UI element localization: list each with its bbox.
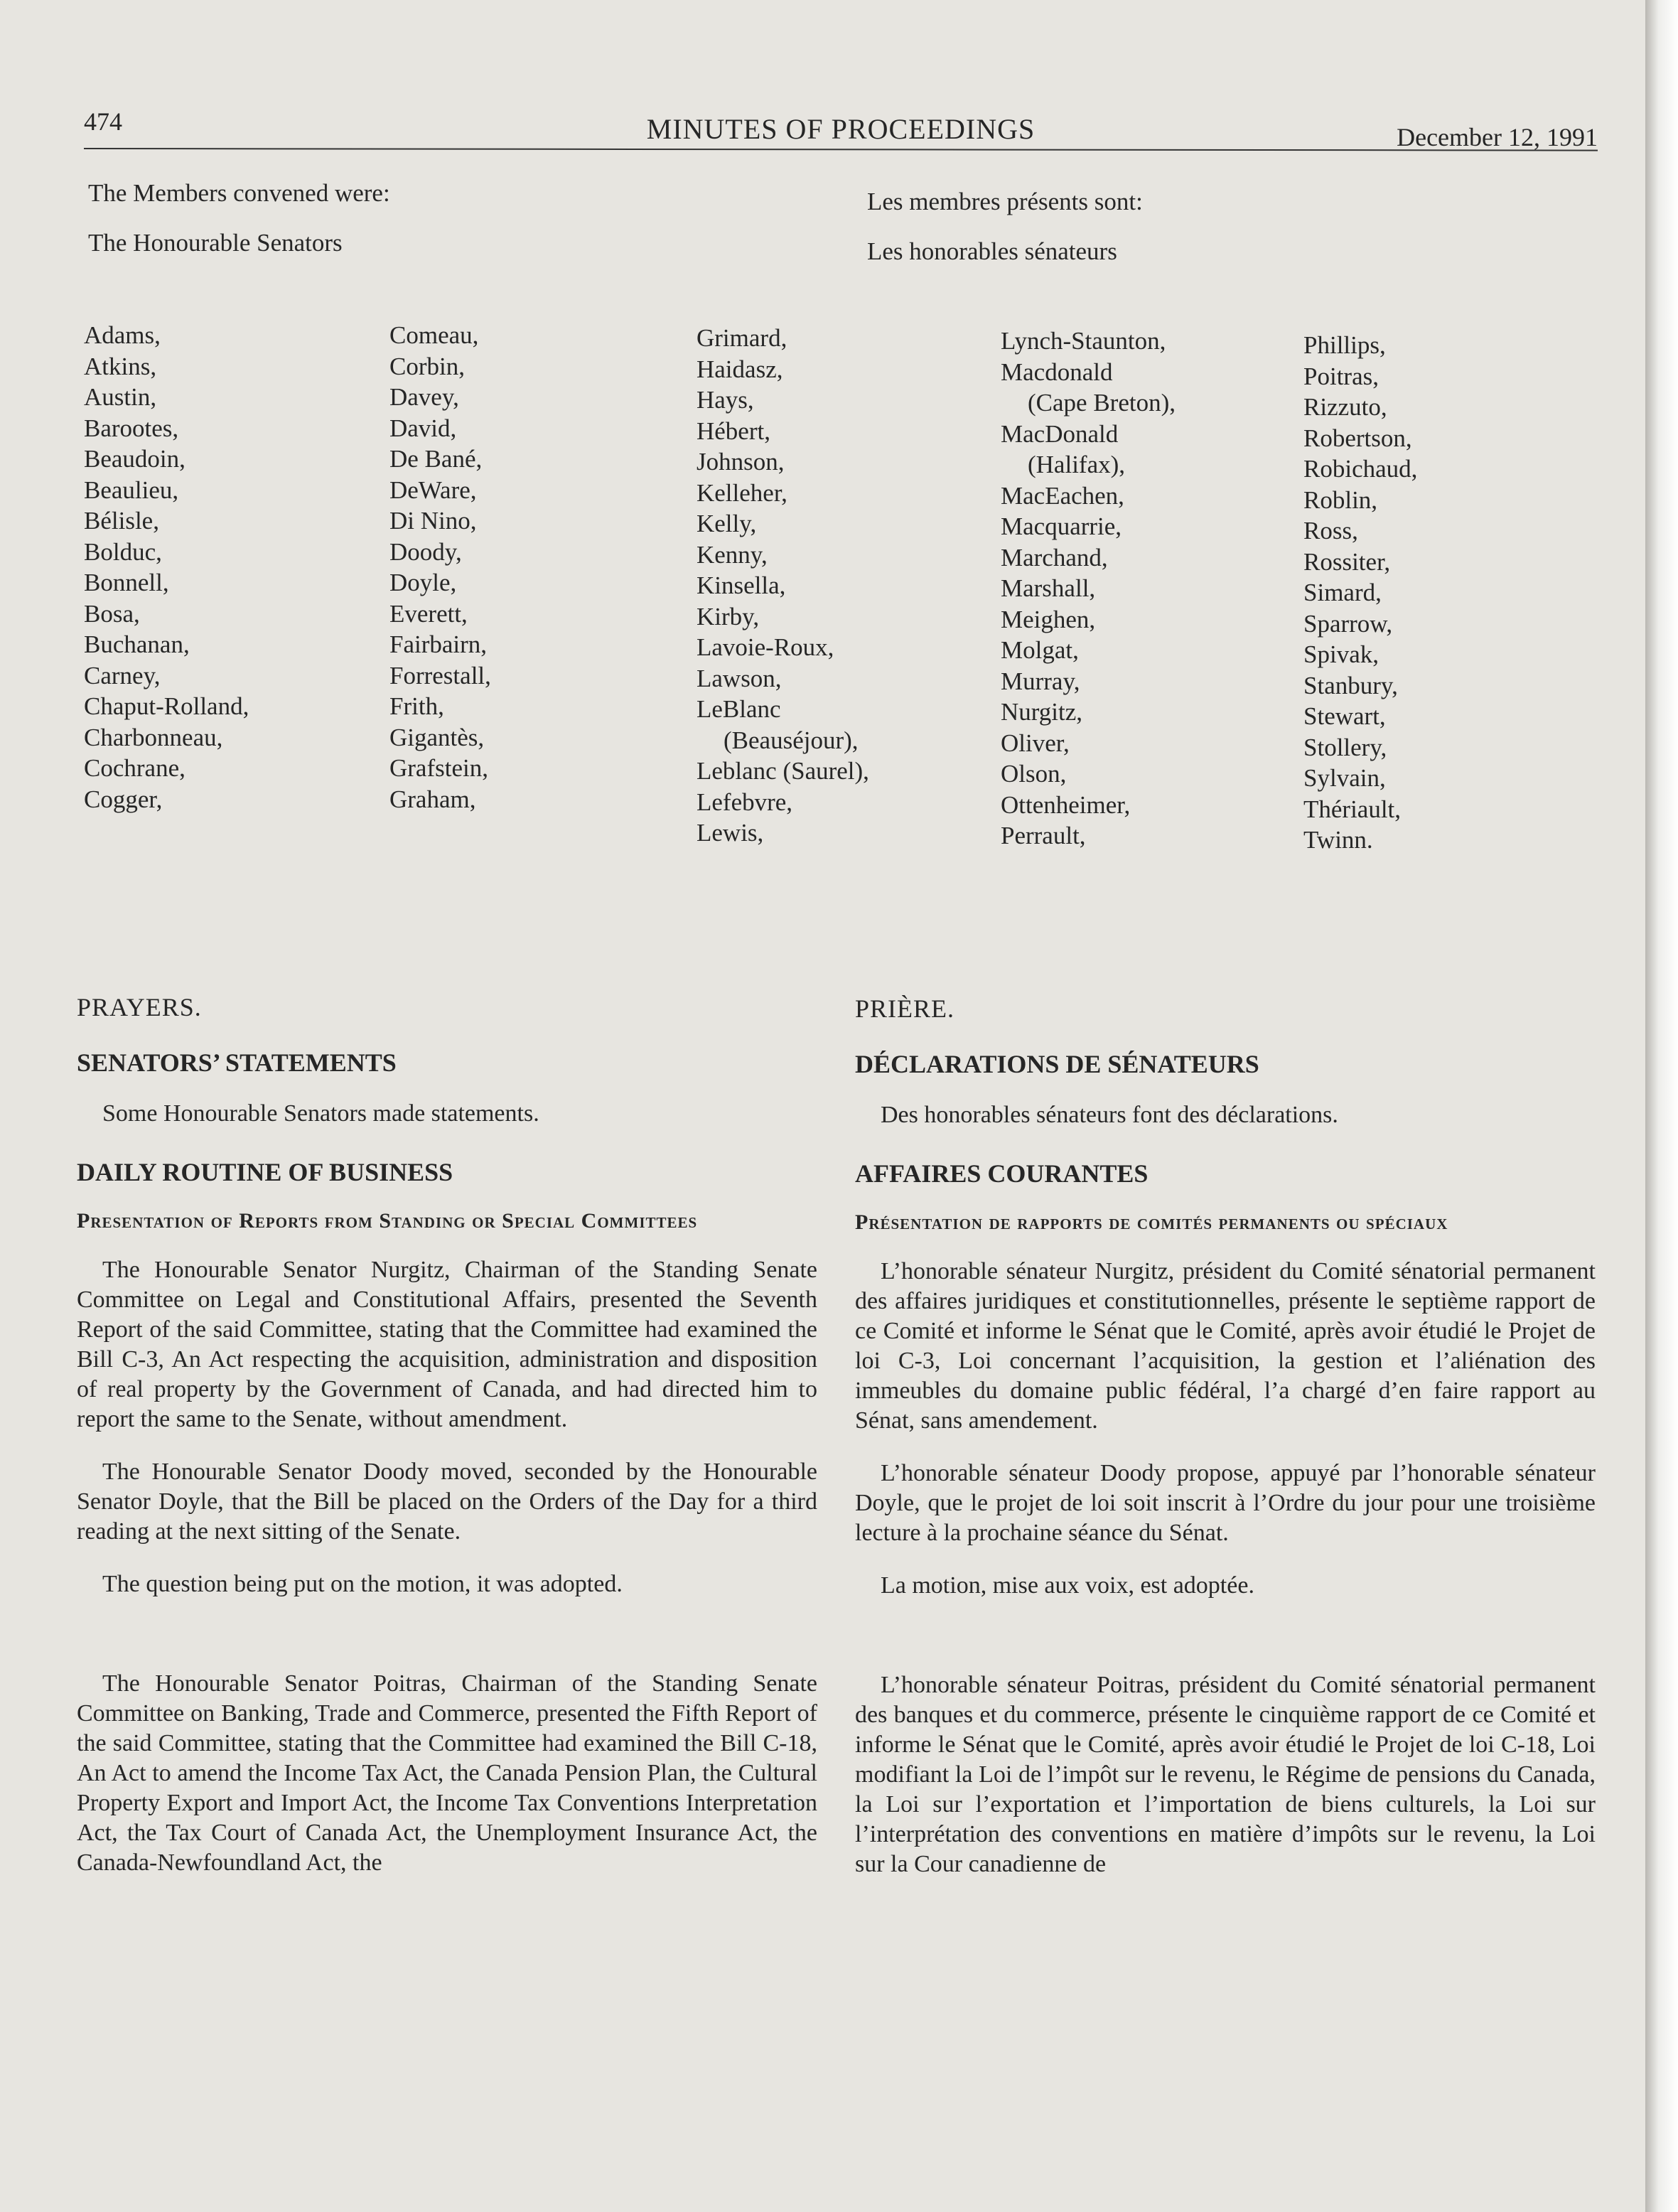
senator-name: Grafstein, [389,754,488,782]
priere-heading: PRIÈRE. [855,994,955,1023]
routine-heading: DAILY ROUTINE OF BUSINESS [77,1158,453,1186]
senator-name: Roblin, [1303,485,1378,514]
senator-name: Johnson, [697,448,785,476]
declarations-heading: DÉCLARATIONS DE SÉNATEURS [855,1050,1259,1078]
senator-name: Haidasz, [697,355,783,383]
reports-subheading: Presentation of Reports from Standing or Special Committees [77,1209,698,1233]
senator-name: Robichaud, [1303,455,1418,483]
paragraph-poitras-report: The Honourable Senator Poitras, Chairman of the Standing Senate Committee on Banking, Trade and Commerce, presented the Fifth Report of the said Committee, stating that the Committee had examined the Bill C-18, An Act to amend the Income Tax Act, the Canada Pension Plan, the Cultural Property Export and Import Act, the Income Tax Conventions Interpretation Act, the Tax Court of Canada Act, the Unemployment Insurance Act, the Canada-Newfoundland Act, the [77,1670,817,1876]
senator-name: Sylvain, [1303,764,1386,792]
senator-name: Meighen, [1001,605,1096,633]
senator-name: Leblanc (Saurel), [697,757,869,785]
senator-name: Ross, [1303,517,1358,544]
senator-name: Cochrane, [84,754,185,782]
senator-name: Stewart, [1303,702,1386,730]
senator-name: Nurgitz, [1001,698,1083,726]
senator-name: Atkins, [84,352,157,380]
senator-name: Olson, [1001,760,1067,788]
senator-column-4 [1001,326,1299,852]
senator-name: Lynch-Staunton, [1001,327,1166,355]
senator-name: DeWare, [389,476,477,504]
senator-name: LeBlanc [697,695,781,723]
senator-name: Beaulieu, [84,476,179,504]
senator-name: Rossiter, [1303,547,1391,576]
senator-name: Kirby, [697,602,760,630]
senator-name: Grimard, [697,324,787,352]
senator-name: Bolduc, [84,537,162,566]
senator-name: Adams, [84,321,161,349]
senator-name: Stanbury, [1303,671,1398,699]
senator-name: Gigantès, [389,723,485,751]
senator-name: Marchand, [1001,543,1108,571]
senator-name: Thériault, [1303,795,1402,823]
senator-name: Charbonneau, [84,723,223,751]
rapports-subheading: Présentation de rapports de comités permanents ou spéciaux [855,1210,1448,1234]
senator-name: Doyle, [389,569,457,596]
senator-name: Kelly, [697,510,757,537]
senator-name: Bonnell, [84,569,169,596]
senator-name: MacDonald [1001,419,1119,448]
senator-name: Murray, [1001,667,1080,695]
senator-name: Graham, [389,785,476,813]
senator-name: Lavoie-Roux, [697,633,834,661]
senator-name: Davey, [389,383,459,411]
senator-name: Frith, [389,692,444,720]
page-number: 474 [84,107,122,136]
paragraphe-motion-adoptee: La motion, mise aux voix, est adoptée. [881,1572,1254,1599]
statements-text: Some Honourable Senators made statements. [102,1100,539,1127]
page-header [84,107,1598,156]
senator-name: Di Nino, [389,507,477,535]
paragraph-nurgitz-report: The Honourable Senator Nurgitz, Chairman of the Standing Senate Committee on Legal and Constitutional Affairs, presented the Seventh Report of the said Committee, stating that the Committee had examined the Bill C-3, An Act respecting the acquisition, administration and disposition of real property by the Government of Canada, and had directed him to report the same to the Senate, without amendment. [77,1257,817,1432]
senator-name: Carney, [84,661,161,689]
senator-name: (Cape Breton), [1028,389,1176,417]
senator-name: Austin, [84,383,157,411]
senator-name: De Bané, [389,445,483,473]
senator-name: David, [389,414,457,442]
senator-column-2 [389,320,688,815]
senator-name: Macdonald [1001,358,1113,386]
senator-name: Corbin, [389,352,465,380]
senator-name: Phillips, [1303,331,1386,359]
senator-name: Poitras, [1303,362,1379,390]
senator-name: (Halifax), [1028,451,1126,478]
senator-name: Twinn. [1303,826,1373,854]
running-title: MINUTES OF PROCEEDINGS [646,113,1036,145]
declarations-text: Des honorables sénateurs font des déclarations. [881,1102,1338,1128]
prayers-heading: PRAYERS. [77,993,202,1021]
senator-name: Cogger, [84,785,163,813]
senator-name: Hays, [697,386,754,414]
senator-name: Perrault, [1001,822,1086,849]
paragraph-doody-motion: The Honourable Senator Doody moved, seconded by the Honourable Senator Doyle, that the Bill be placed on the Orders of the Day for a third reading at the next sitting of the Senate. [77,1459,817,1545]
senator-name: Barootes, [84,414,179,442]
french-column [855,994,1596,1902]
paragraphe-rapport-nurgitz: L’honorable sénateur Nurgitz, président du Comité sénatorial permanent des affaires juridiques et constitutionnelles, présente le septième rapport de ce Comité et informe le Sénat que le Comité, après avoir étudié le Projet de loi C-3, Loi concernant l’acquisition, la gestion et l’aliénation des immeubles du domaine public fédéral, l’a chargé d’en faire rapport au Sénat, sans amendement. [855,1258,1596,1434]
senator-name: Robertson, [1303,424,1412,452]
senator-name: Kenny, [697,540,768,569]
senator-name: Macquarrie, [1001,512,1122,540]
senator-name: Lawson, [697,664,782,692]
senator-name: (Beauséjour), [724,726,859,754]
senator-name: Doody, [389,537,462,566]
page-edge [1645,0,1678,2212]
senator-column-5 [1303,330,1602,856]
senator-name: Buchanan, [84,630,190,658]
members-intro-en: The Members convened were: [88,179,390,207]
senator-name: Bélisle, [84,507,159,535]
senator-column-3 [697,323,995,849]
senator-name: Molgat, [1001,636,1079,664]
senator-name: Oliver, [1001,729,1070,757]
members-intro-fr: Les membres présents sont: [867,188,1143,215]
senator-column-1 [84,320,382,815]
paragraphe-rapport-poitras: L’honorable sénateur Poitras, président du Comité sénatorial permanent des banques et du commerce, présente le cinquième rapport de ce Comité et informe le Sénat que le Comité, après avoir étudié le Projet de loi C-18, Loi modifiant la Loi de l’impôt sur le revenu, le Régime de pensions du Canada, la Loi sur l’exportation et l’importation de biens culturels, la Loi sur l’interprétation des conventions en matière d’impôts sur le revenu, la Loi sur la Cour canadienne de [855,1672,1596,1877]
senator-name: Kinsella, [697,571,786,599]
senator-name: Lewis, [697,819,764,847]
senator-name: Bosa, [84,599,140,628]
header-date: December 12, 1991 [1397,123,1598,151]
honourable-senators-fr: Les honorables sénateurs [867,237,1117,265]
paragraph-motion-adopted: The question being put on the motion, it was adopted. [102,1571,623,1597]
affaires-courantes-heading: AFFAIRES COURANTES [855,1159,1149,1188]
header-rule [84,148,1598,151]
senator-name: Fairbairn, [389,630,488,658]
senator-name: Simard, [1303,579,1382,606]
senator-name: Lefebvre, [697,788,793,816]
senator-name: Sparrow, [1303,609,1393,638]
senator-name: Stollery, [1303,733,1387,761]
senator-name: Everett, [389,599,468,628]
paragraphe-motion-doody: L’honorable sénateur Doody propose, appuyé par l’honorable sénateur Doyle, que le projet de loi soit inscrit à l’Ordre du jour pour une troisième lecture à la prochaine séance du Sénat. [855,1460,1596,1546]
english-column [77,992,817,1901]
senator-name: Forrestall, [389,661,491,689]
statements-heading: SENATORS’ STATEMENTS [77,1048,397,1077]
senator-name: Ottenheimer, [1001,790,1131,819]
senator-name: Kelleher, [697,478,787,507]
senator-name: Chaput-Rolland, [84,692,249,720]
senator-name: MacEachen, [1001,481,1124,510]
senator-name: Rizzuto, [1303,393,1387,421]
senator-name: Hébert, [697,417,770,445]
senator-name: Comeau, [389,321,479,349]
senator-name: Spivak, [1303,640,1379,668]
honourable-senators-en: The Honourable Senators [88,229,343,257]
senator-name: Marshall, [1001,574,1096,602]
senator-name: Beaudoin, [84,445,185,473]
